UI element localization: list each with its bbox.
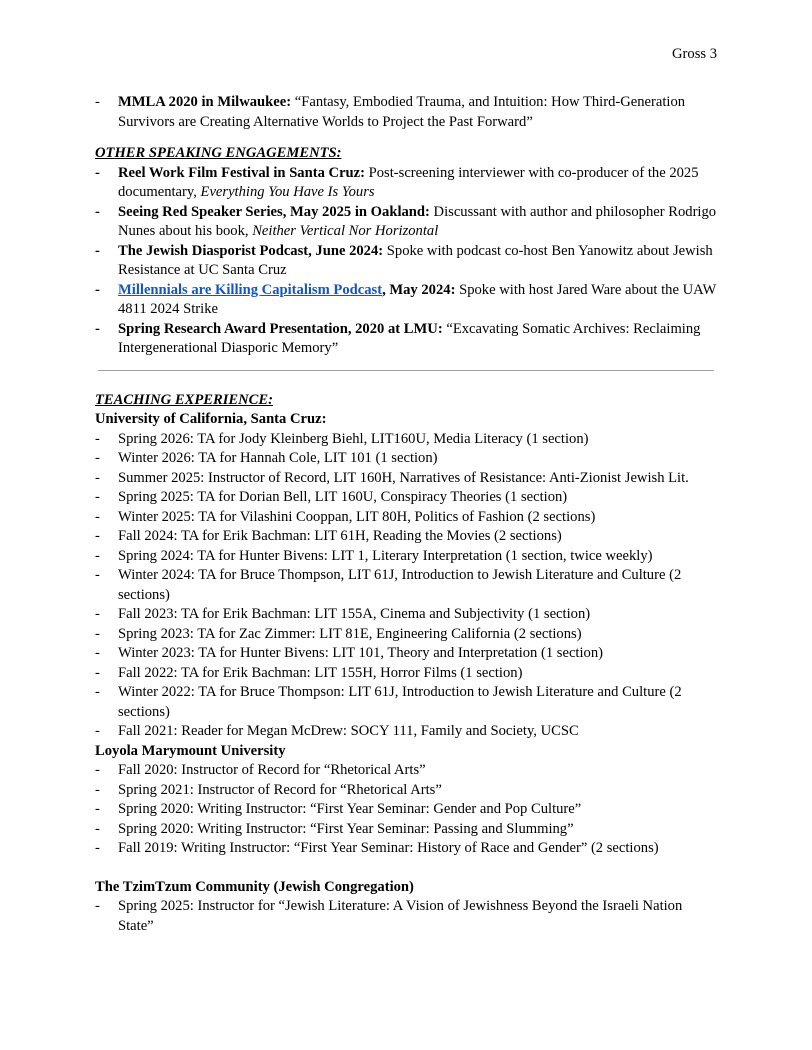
teaching-item: [95, 644, 720, 664]
teaching-item: [95, 488, 720, 508]
speaking-item-italic: Everything You Have Is Yours: [200, 184, 375, 200]
teaching-item-text: Fall 2021: Reader for Megan McDrew: SOCY 111, Family and Society, UCSC: [118, 723, 579, 739]
teaching-item-text: Fall 2024: TA for Erik Bachman: LIT 61H, Reading the Movies (2 sections): [118, 528, 562, 544]
speaking-item: [95, 242, 720, 281]
speaking-item: [95, 164, 720, 203]
page-header-label: Gross 3: [672, 46, 717, 62]
dash-bullet: -: [95, 94, 100, 110]
dash-bullet: -: [95, 664, 100, 681]
teaching-item: [95, 683, 720, 722]
teaching-item: [95, 527, 720, 547]
org-name-ucsc: University of California, Santa Cruz:: [95, 411, 327, 427]
dash-bullet: -: [95, 820, 100, 837]
dash-bullet: -: [95, 567, 100, 583]
teaching-item-text: Spring 2020: Writing Instructor: “First Year Seminar: Gender and Pop Culture”: [118, 801, 582, 817]
org-name-lmu: Loyola Marymount University: [95, 742, 286, 759]
speaking-item: [95, 203, 720, 242]
teaching-item: [95, 800, 720, 820]
podcast-link[interactable]: Millennials are Killing Capitalism Podcast: [118, 281, 383, 298]
speaking-item-text: “Excavating Somatic Archives: Reclaiming Intergenerational Diasporic Memory”: [118, 320, 701, 356]
dash-bullet: -: [95, 684, 100, 700]
document-body: [95, 93, 720, 936]
teaching-item: [95, 820, 720, 840]
teaching-item: [95, 781, 720, 801]
teaching-item-text: Spring 2023: TA for Zac Zimmer: LIT 81E, Engineering California (2 sections): [118, 625, 582, 642]
mmla-title: MMLA 2020 in Milwaukee:: [118, 94, 292, 110]
dash-bullet: -: [95, 606, 100, 622]
speaking-item-italic: Neither Vertical Nor Horizontal: [252, 223, 439, 239]
teaching-item-text: Summer 2025: Instructor of Record, LIT 160H, Narratives of Resistance: Anti-Zionist Jewish Lit.: [118, 469, 689, 486]
dash-bullet: -: [95, 469, 100, 486]
dash-bullet: -: [95, 203, 100, 220]
speaking-item-title: Seeing Red Speaker Series, May 2025 in Oakland:: [118, 203, 430, 220]
section-divider: [98, 370, 714, 371]
speaking-item-title: Reel Work Film Festival in Santa Cruz:: [118, 164, 365, 181]
dash-bullet: -: [95, 762, 100, 778]
mmla-text: “Fantasy, Embodied Trauma, and Intuition: How Third-Generation Survivors are Creating Alternative Worlds to Project the Past Forward”: [118, 94, 686, 130]
speaking-item-title: Spring Research Award Presentation, 2020 at LMU:: [118, 320, 443, 337]
teaching-item-text: Fall 2022: TA for Erik Bachman: LIT 155H, Horror Films (1 section): [118, 664, 523, 681]
dash-bullet: -: [95, 781, 100, 798]
teaching-item: [95, 664, 720, 684]
teaching-item-text: Fall 2020: Instructor of Record for “Rhetorical Arts”: [118, 762, 426, 778]
teaching-item-text: Spring 2021: Instructor of Record for “Rhetorical Arts”: [118, 781, 442, 798]
teaching-item: [95, 566, 720, 605]
teaching-item-text: Winter 2022: TA for Bruce Thompson: LIT 61J, Introduction to Jewish Literature and Culture (2 sections): [118, 684, 682, 720]
mmla-entry: [95, 93, 720, 132]
teaching-item: [95, 605, 720, 625]
teaching-item-text: Winter 2023: TA for Hunter Bivens: LIT 101, Theory and Interpretation (1 section): [118, 645, 603, 661]
teaching-item: [95, 430, 720, 450]
dash-bullet: -: [95, 489, 100, 505]
teaching-heading: TEACHING EXPERIENCE:: [95, 391, 274, 408]
dash-bullet: -: [95, 898, 100, 914]
dash-bullet: -: [95, 801, 100, 817]
speaking-item-text: Spoke with podcast co-host Ben Yanowitz about Jewish Resistance at UC Santa Cruz: [118, 242, 713, 278]
teaching-item: [95, 625, 720, 645]
teaching-item-text: Winter 2024: TA for Bruce Thompson, LIT 61J, Introduction to Jewish Literature and Culture (2 sections): [118, 567, 682, 603]
teaching-item-text: Fall 2019: Writing Instructor: “First Year Seminar: History of Race and Gender” (2 sections): [118, 840, 659, 856]
teaching-item: [95, 761, 720, 781]
teaching-item-text: Spring 2026: TA for Jody Kleinberg Biehl, LIT160U, Media Literacy (1 section): [118, 430, 589, 447]
dash-bullet: -: [95, 242, 100, 259]
dash-bullet: -: [95, 508, 100, 525]
teaching-item: [95, 508, 720, 528]
dash-bullet: -: [95, 840, 100, 856]
dash-bullet: -: [95, 528, 100, 544]
dash-bullet: -: [95, 164, 100, 181]
speaking-heading: OTHER SPEAKING ENGAGEMENTS:: [95, 145, 342, 161]
teaching-item: [95, 469, 720, 489]
speaking-item-text: Discussant with author and philosopher Rodrigo Nunes about his book,: [118, 203, 717, 239]
teaching-item-text: Winter 2025: TA for Vilashini Cooppan, LIT 80H, Politics of Fashion (2 sections): [118, 508, 596, 525]
dash-bullet: -: [95, 723, 100, 739]
speaking-item-text: Spoke with host Jared Ware about the UAW 4811 2024 Strike: [118, 281, 717, 317]
teaching-item: [95, 449, 720, 469]
teaching-item-text: Spring 2024: TA for Hunter Bivens: LIT 1, Literary Interpretation (1 section, twice weekly): [118, 547, 653, 564]
teaching-item: [95, 722, 720, 742]
teaching-item-text: Spring 2025: TA for Dorian Bell, LIT 160U, Conspiracy Theories (1 section): [118, 489, 568, 505]
org-name-tzimtzum: The TzimTzum Community (Jewish Congregation): [95, 878, 414, 895]
teaching-item-text: Winter 2026: TA for Hannah Cole, LIT 101 (1 section): [118, 450, 438, 466]
dash-bullet: -: [95, 320, 100, 337]
dash-bullet: -: [95, 547, 100, 564]
speaking-item-text: Post-screening interviewer with co-producer of the 2025 documentary,: [118, 164, 699, 200]
dash-bullet: -: [95, 625, 100, 642]
speaking-item: [95, 281, 720, 320]
teaching-item: [95, 897, 720, 936]
teaching-item: [95, 547, 720, 567]
dash-bullet: -: [95, 450, 100, 466]
teaching-item-text: Fall 2023: TA for Erik Bachman: LIT 155A, Cinema and Subjectivity (1 section): [118, 606, 591, 622]
dash-bullet: -: [95, 645, 100, 661]
dash-bullet: -: [95, 430, 100, 447]
speaking-item: [95, 320, 720, 359]
teaching-item: [95, 839, 720, 859]
teaching-item-text: Spring 2025: Instructor for “Jewish Literature: A Vision of Jewishness Beyond the Israeli Nation State”: [118, 898, 683, 934]
speaking-item-title: The Jewish Diasporist Podcast, June 2024:: [118, 242, 384, 259]
dash-bullet: -: [95, 281, 100, 298]
teaching-item-text: Spring 2020: Writing Instructor: “First Year Seminar: Passing and Slumming”: [118, 820, 574, 837]
speaking-item-title: , May 2024:: [382, 281, 456, 298]
